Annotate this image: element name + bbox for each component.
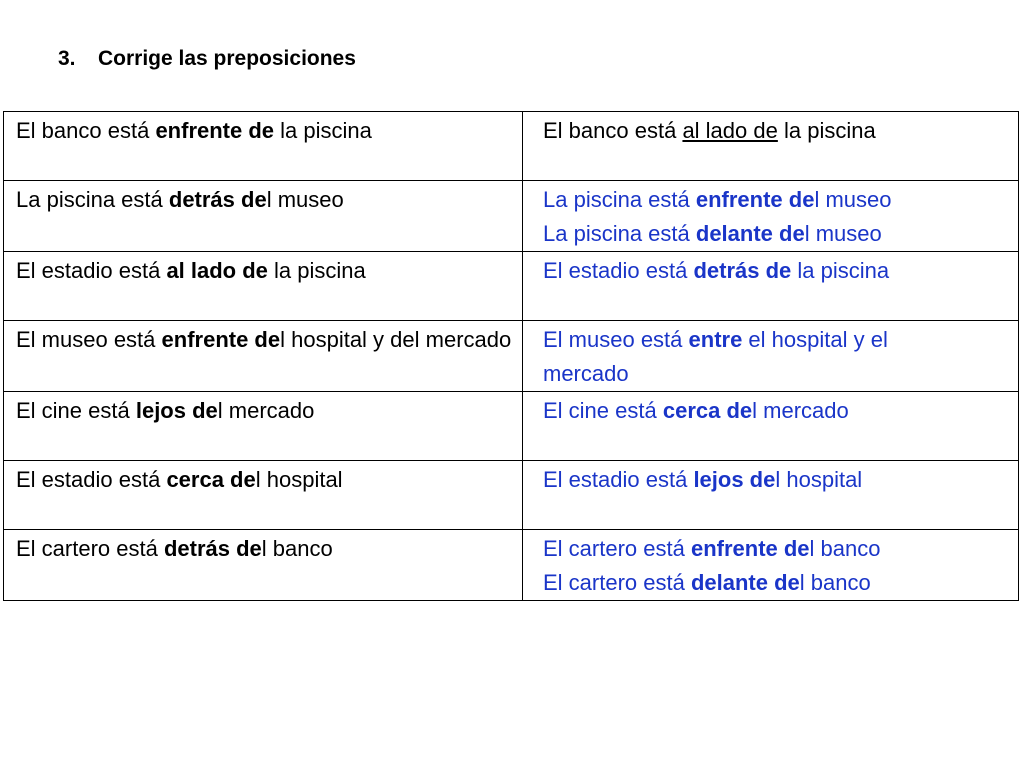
sentence-text: El cartero está [543,570,691,595]
corrected-sentence-line [543,323,1018,357]
table-row [4,252,1019,321]
corrected-sentence-cell [523,392,1019,461]
preposition-bold: detrás de [163,536,262,561]
preposition-bold: detrás de [693,258,792,283]
sentence-text: El banco está [543,118,683,143]
sentence-text: l hospital [255,467,343,492]
sentence-text: l hospital y del mercado [280,327,512,352]
sentence-text: la piscina [274,118,372,143]
exercise-table-body [4,112,1019,601]
corrected-sentence-line [543,394,1018,428]
preposition-bold: detrás de [168,187,267,212]
sentence-text: El cartero está [16,536,164,561]
preposition-bold: al lado de [166,258,268,283]
original-sentence-cell [4,112,523,181]
exercise-title: Corrige las preposiciones [98,47,356,70]
sentence-text: El banco está [16,118,156,143]
table-row [4,461,1019,530]
preposition-bold: enfrente de [695,187,815,212]
sentence-text: l mercado [752,398,849,423]
table-row [4,321,1019,392]
sentence-text: El cine está [543,398,663,423]
original-sentence-cell [4,461,523,530]
corrected-sentence-line [543,183,1018,217]
sentence-text: la piscina [267,258,366,283]
preposition-bold: lejos de [135,398,218,423]
sentence-text: l hospital [775,467,863,492]
preposition-bold: lejos de [693,467,776,492]
corrected-sentence-line [543,114,1018,148]
table-row [4,181,1019,252]
sentence-text: La piscina está [16,187,169,212]
sentence-text: el hospital y el [742,327,888,352]
sentence-text: La piscina está [543,221,696,246]
preposition-bold: cerca de [166,467,256,492]
preposition-bold: enfrente de [155,118,275,143]
table-row [4,112,1019,181]
sentence-text: la piscina [777,118,876,143]
corrected-sentence-cell [523,252,1019,321]
sentence-text: la piscina [791,258,890,283]
preposition-bold: enfrente de [690,536,810,561]
sentence-text: mercado [543,361,629,386]
corrected-sentence-cell [523,181,1019,252]
original-sentence-cell [4,321,523,392]
corrected-sentence-line [543,217,1018,251]
sentence-text: El museo está [16,327,162,352]
sentence-text: El estadio está [543,258,694,283]
sentence-text: l museo [814,187,892,212]
preposition-bold: delante de [690,570,800,595]
exercise-number: 3. [58,47,76,70]
exercise-table [3,111,1019,601]
preposition-bold: enfrente de [161,327,281,352]
original-sentence-cell [4,392,523,461]
original-sentence-cell [4,181,523,252]
sentence-text: l banco [261,536,333,561]
corrected-sentence-line [543,566,1018,600]
preposition-bold: entre [688,327,743,352]
sentence-text: l mercado [217,398,315,423]
preposition-bold: cerca de [662,398,753,423]
original-sentence-cell [4,530,523,601]
corrected-sentence-line [543,532,1018,566]
table-row [4,530,1019,601]
sentence-text: l museo [266,187,344,212]
corrected-sentence-cell [523,461,1019,530]
corrected-sentence-cell [523,112,1019,181]
original-sentence-cell [4,252,523,321]
table-row [4,392,1019,461]
sentence-text: La piscina está [543,187,696,212]
sentence-text: El cine está [16,398,136,423]
sentence-text: El cartero está [543,536,691,561]
sentence-text: l banco [809,536,881,561]
exercise-heading [58,47,356,71]
sentence-text: El estadio está [16,467,167,492]
corrected-sentence-line [543,254,1018,288]
corrected-sentence-cell [523,321,1019,392]
preposition-underlined: al lado de [682,118,778,143]
corrected-sentence-cell [523,530,1019,601]
sentence-text: l museo [804,221,882,246]
sentence-text: l banco [799,570,871,595]
corrected-sentence-line [543,357,1018,391]
corrected-sentence-line [543,463,1018,497]
sentence-text: El museo está [543,327,689,352]
sentence-text: El estadio está [16,258,167,283]
sentence-text: El estadio está [543,467,694,492]
preposition-bold: delante de [695,221,805,246]
